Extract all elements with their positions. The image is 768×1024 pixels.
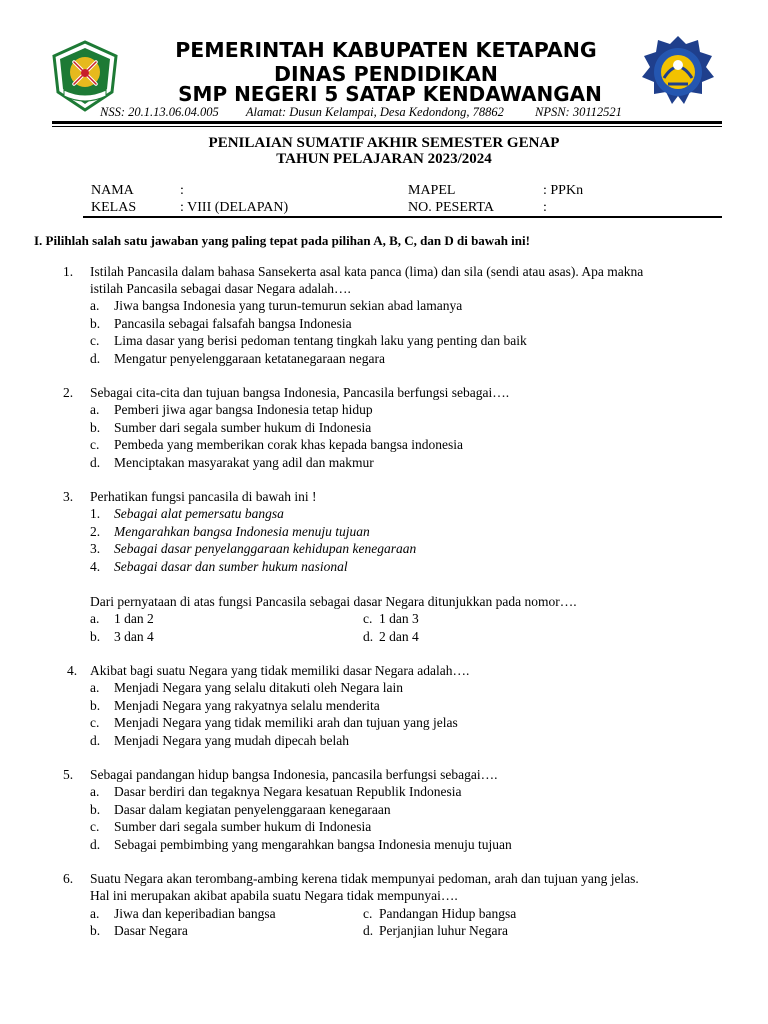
school-address: Alamat: Dusun Kelampai, Desa Kedondong, 78862 (245, 105, 504, 119)
mapel-label: MAPEL (408, 183, 456, 198)
nama-label: NAMA (91, 183, 134, 198)
department-name: DINAS PENDIDIKAN (274, 62, 498, 86)
question-followup: Dari pernyataan di atas fungsi Pancasila sebagai dasar Negara ditunjukkan pada nomor…. (90, 594, 577, 609)
question-stem: Perhatikan fungsi pancasila di bawah ini ! (90, 489, 317, 504)
exam-title: PENILAIAN SUMATIF AKHIR SEMESTER GENAP (208, 135, 560, 151)
nss-number: NSS: 20.1.13.06.04.005 (100, 105, 219, 119)
question-number: 6. (63, 871, 74, 886)
kelas-label: KELAS (91, 200, 137, 215)
question-stem-line: Suatu Negara akan terombang-ambing kerena tidak mempunyai pedoman, arah dan tujuan yang jelas. (90, 871, 639, 886)
question-stem-line: istilah Pancasila sebagai dasar Negara adalah…. (90, 281, 351, 297)
question-number: 5. (63, 767, 74, 782)
letterhead-rule-thick (52, 121, 722, 124)
nama-field[interactable]: : (180, 183, 184, 198)
question-stem-line: Istilah Pancasila dalam bahasa Sansekerta asal kata panca (lima) dan sila (sendi atau asas). Apa makna (90, 264, 644, 279)
section-instruction: I. Pilihlah salah satu jawaban yang paling tepat pada pilihan A, B, C, dan D di bawah ini! (34, 233, 530, 248)
school-name: SMP NEGERI 5 SATAP KENDAWANGAN (178, 82, 602, 106)
tut-wuri-handayani-logo-icon (640, 34, 716, 110)
question-stem: Sebagai pandangan hidup bangsa Indonesia, pancasila berfungsi sebagai…. (90, 767, 498, 782)
ketapang-regency-emblem-icon (50, 40, 120, 112)
question-stem: Akibat bagi suatu Negara yang tidak memiliki dasar Negara adalah…. (90, 663, 470, 678)
question-stem: Sebagai cita-cita dan tujuan bangsa Indonesia, Pancasila berfungsi sebagai…. (90, 385, 510, 400)
question-stem (90, 870, 720, 905)
question-number: 2. (63, 385, 74, 400)
no-peserta-field[interactable]: : (543, 200, 547, 215)
letterhead (0, 0, 768, 130)
mapel-field[interactable]: : PPKn (543, 183, 584, 198)
no-peserta-label: NO. PESERTA (408, 200, 494, 215)
kelas-field[interactable]: : VIII (DELAPAN) (180, 200, 289, 215)
government-name: PEMERINTAH KABUPATEN KETAPANG (175, 38, 597, 62)
question-stem (90, 263, 720, 298)
question-number: 1. (63, 264, 74, 279)
npsn-number: NPSN: 30112521 (534, 105, 622, 119)
question-number: 4. (67, 663, 78, 678)
identity-divider (83, 216, 722, 218)
academic-year: TAHUN PELAJARAN 2023/2024 (276, 151, 492, 167)
school-address-line (100, 105, 622, 120)
letterhead-rule-thin (52, 126, 722, 127)
question-stem-line: Hal ini merupakan akibat apabila suatu Negara tidak mempunyai…. (90, 888, 458, 904)
question-number: 3. (63, 489, 74, 504)
